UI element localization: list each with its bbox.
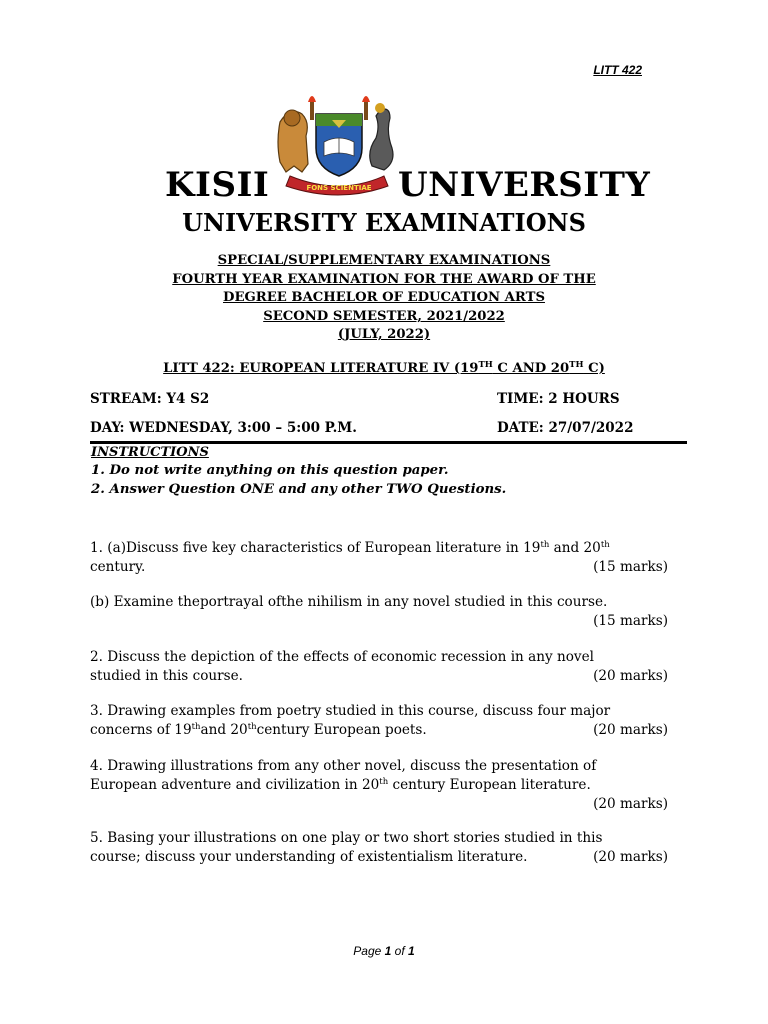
date-label: DATE: 27/07/2022 — [497, 420, 634, 436]
marks-label: (15 marks) — [593, 613, 668, 629]
question-4: 4. Drawing illustrations from any other novel, discuss the presentation of European adventure and civilization in 20th century European literature. (20 marks) — [90, 758, 668, 812]
instruction-item: 1. Do not write anything on this question paper. — [91, 463, 449, 478]
exam-type-line: SPECIAL/SUPPLEMENTARY EXAMINATIONS — [217, 253, 551, 268]
day-label: DAY: WEDNESDAY, 3:00 – 5:00 P.M. — [90, 420, 357, 436]
course-title: LITT 422: EUROPEAN LITERATURE IV (19TH C AND 20TH C) — [163, 360, 605, 376]
university-crest-logo — [272, 92, 402, 198]
question-3: 3. Drawing examples from poetry studied in this course, discuss four major concerns of 19thand 20thcentury European poets. (20 marks) — [90, 703, 668, 738]
month-line: (JULY, 2022) — [337, 327, 431, 342]
award-line: FOURTH YEAR EXAMINATION FOR THE AWARD OF THE — [172, 272, 596, 287]
marks-label: (20 marks) — [593, 849, 668, 865]
instruction-item: 2. Answer Question ONE and any other TWO Questions. — [91, 482, 507, 497]
time-label: TIME: 2 HOURS — [497, 391, 620, 407]
marks-label: (15 marks) — [593, 559, 668, 575]
university-name-right: UNIVERSITY — [398, 165, 651, 205]
university-name-left: KISII — [165, 165, 270, 205]
question-2: 2. Discuss the depiction of the effects of economic recession in any novel studied in this course. (20 marks) — [90, 649, 668, 684]
crest-motto: FONS SCIENTIAE — [306, 184, 372, 192]
question-5: 5. Basing your illustrations on one play or two short stories studied in this course; discuss your understanding of existentialism literature. (20 marks) — [90, 830, 668, 865]
degree-line: DEGREE BACHELOR OF EDUCATION ARTS — [223, 290, 545, 305]
stream-label: STREAM: Y4 S2 — [90, 391, 210, 407]
header-divider — [90, 441, 687, 444]
page-number: Page 1 of 1 — [353, 944, 415, 958]
course-code-ref: LITT 422 — [593, 63, 642, 77]
marks-label: (20 marks) — [593, 796, 668, 812]
question-1b: (b) Examine theportrayal ofthe nihilism in any novel studied in this course. (15 marks) — [90, 594, 668, 629]
marks-label: (20 marks) — [593, 722, 668, 738]
question-1a: 1. (a)Discuss five key characteristics of European literature in 19th and 20th century. (15 marks) — [90, 540, 668, 575]
semester-line: SECOND SEMESTER, 2021/2022 — [263, 309, 505, 324]
exams-title: UNIVERSITY EXAMINATIONS — [182, 208, 586, 237]
instructions-title: INSTRUCTIONS — [91, 445, 209, 460]
marks-label: (20 marks) — [593, 668, 668, 684]
